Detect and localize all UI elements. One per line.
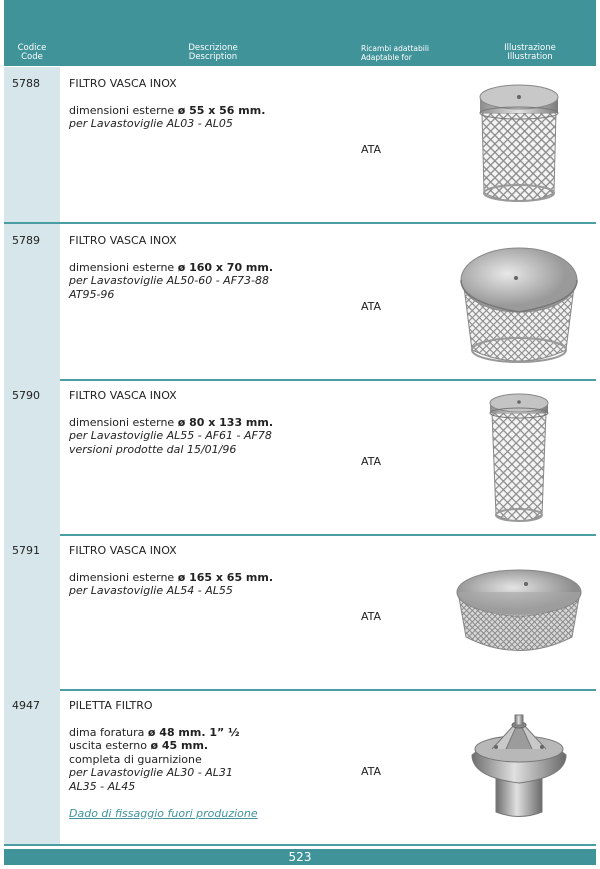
product-code: 4947: [12, 699, 40, 712]
product-description: [69, 389, 359, 456]
product-description: [69, 544, 359, 598]
compatibility-line: AL35 - AL45: [69, 779, 136, 793]
table-row: [4, 224, 596, 381]
table-header: [4, 0, 596, 66]
drilling-label: dima foratura: [69, 725, 148, 739]
header-adaptable: [361, 44, 461, 62]
table-row: [4, 689, 596, 846]
discontinued-nut-link[interactable]: Dado di fissaggio fuori produzione: [69, 806, 258, 820]
header-codice-label: Codice: [17, 43, 47, 53]
product-description: [69, 699, 359, 820]
drilling-value: ø 48 mm. 1” ½: [147, 725, 240, 739]
outlet-value: ø 45 mm.: [150, 739, 209, 753]
product-title: FILTRO VASCA INOX: [69, 544, 177, 557]
dimensions-line: [69, 416, 359, 430]
compatibility-line: per Lavastoviglie AL30 - AL31: [69, 766, 233, 780]
dimensions-label: dimensioni esterne: [69, 103, 178, 117]
compatibility-line: per Lavastoviglie AL54 - AL55: [69, 584, 233, 598]
adaptable-brand: ATA: [361, 610, 382, 623]
code-column: [4, 379, 60, 536]
header-ricambi-label: Ricambi adattabili: [361, 44, 429, 53]
dimensions-value: ø 165 x 65 mm.: [177, 570, 274, 584]
adaptable-brand: ATA: [361, 300, 382, 313]
compatibility-line: AT95-96: [69, 287, 115, 301]
header-illustration-label: Illustration: [507, 52, 553, 62]
product-description: [69, 234, 359, 301]
product-code: 5788: [12, 77, 40, 90]
outlet-line: [69, 739, 359, 753]
header-descrizione-label: Descrizione: [188, 43, 238, 53]
header-illustrazione-label: Illustrazione: [504, 43, 556, 53]
header-illustration: [464, 44, 596, 62]
header-code: [4, 44, 60, 62]
dimensions-value: ø 160 x 70 mm.: [177, 260, 274, 274]
dimensions-line: [69, 261, 359, 275]
compatibility-line: per Lavastoviglie AL55 - AF61 - AF78: [69, 429, 272, 443]
product-description: [69, 77, 359, 131]
row-separator: [4, 844, 596, 846]
adaptable-brand: ATA: [361, 143, 382, 156]
header-code-label: Code: [21, 52, 43, 62]
product-title: FILTRO VASCA INOX: [69, 234, 177, 247]
gasket-line: completa di guarnizione: [69, 752, 202, 766]
code-column: [4, 689, 60, 846]
product-title: PILETTA FILTRO: [69, 699, 153, 712]
dimensions-value: ø 80 x 133 mm.: [177, 415, 274, 429]
code-column: [4, 534, 60, 691]
dimensions-line: [69, 571, 359, 585]
header-description: [64, 44, 362, 62]
product-code: 5789: [12, 234, 40, 247]
page-footer: [4, 849, 596, 865]
dimensions-label: dimensioni esterne: [69, 260, 178, 274]
table-row: [4, 379, 596, 536]
product-code: 5790: [12, 389, 40, 402]
header-adaptable-label: Adaptable for: [361, 53, 412, 62]
code-column: [4, 224, 60, 381]
header-description-label: Description: [188, 52, 238, 62]
dimensions-value: ø 55 x 56 mm.: [177, 103, 266, 117]
compatibility-line: per Lavastoviglie AL50-60 - AF73-88: [69, 274, 269, 288]
product-title: FILTRO VASCA INOX: [69, 77, 177, 90]
table-row: [4, 67, 596, 224]
drilling-line: [69, 726, 359, 740]
adaptable-brand: ATA: [361, 455, 382, 468]
compatibility-line: per Lavastoviglie AL03 - AL05: [69, 117, 233, 131]
filter-basket-image: [444, 387, 594, 527]
dimensions-label: dimensioni esterne: [69, 570, 178, 584]
code-column: [4, 67, 60, 224]
product-title: FILTRO VASCA INOX: [69, 389, 177, 402]
filter-basket-image: [444, 75, 594, 215]
drain-filter-image: [444, 697, 594, 837]
table-row: [4, 534, 596, 691]
outlet-label: uscita esterno: [69, 739, 151, 753]
filter-basket-image: [444, 232, 594, 372]
filter-basket-image: [444, 542, 594, 682]
page-number: 523: [288, 850, 312, 864]
production-date-line: versioni prodotte dal 15/01/96: [69, 442, 237, 456]
dimensions-label: dimensioni esterne: [69, 415, 178, 429]
adaptable-brand: ATA: [361, 765, 382, 778]
product-code: 5791: [12, 544, 40, 557]
dimensions-line: [69, 104, 359, 118]
